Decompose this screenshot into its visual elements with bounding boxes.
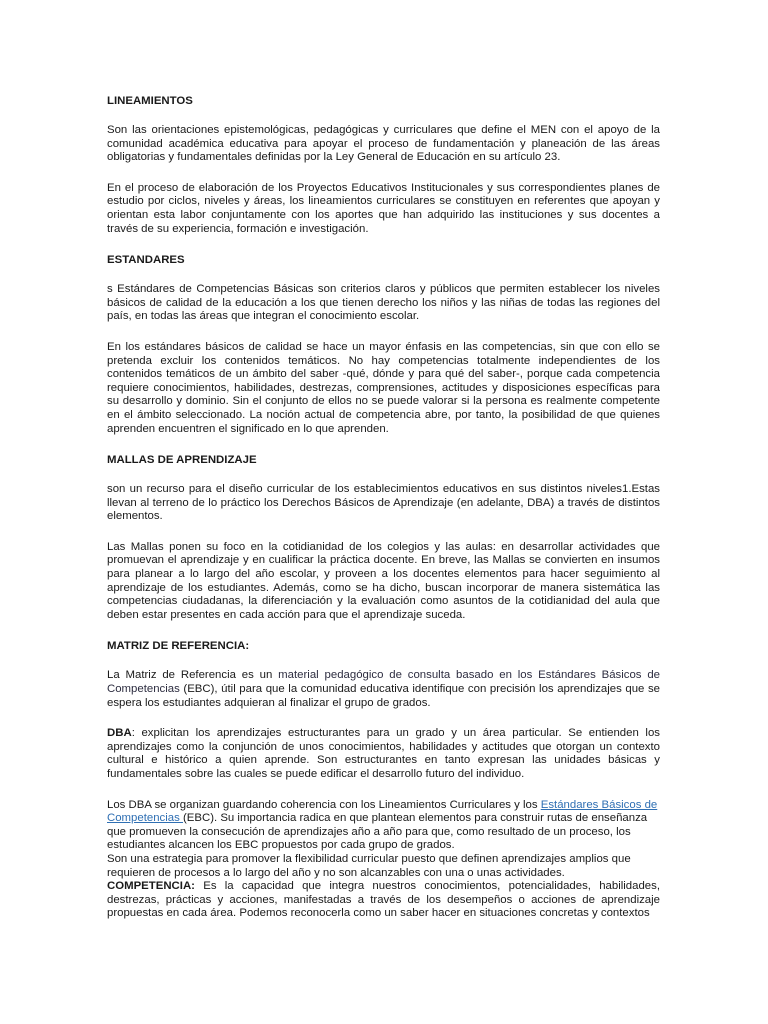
paragraph-lineamientos-1: Son las orientaciones epistemológicas, pedagógicas y curriculares que define el MEN con el apoyo de la comunidad académica educativa para apoyar el proceso de fundamentación y planeación de las áreas obligatorias y fundamentales definidas por la Ley General de Educación en su artículo 23. [107,124,660,164]
heading-lineamientos: LINEAMIENTOS [107,95,193,107]
paragraph-dba-3: Son una estrategia para promover la flexibilidad curricular puesto que definen aprendizajes amplios que requieren de procesos a lo largo del año y no son alcanzables con una o unas actividades. [107,852,631,879]
paragraph-estandares-2: En los estándares básicos de calidad se hace un mayor énfasis en las competencias, sin que con ello se pretenda excluir los contenidos temáticos. No hay competencias totalmente independientes de los contenidos temáticos de un ámbito del saber -qué, dónde y para qué del saber-, porque cada competencia requiere conocimientos, habilidades, destrezas, comprensiones, actitudes y disposiciones específicas para su desarrollo y dominio. Sin el conjunto de ellos no se puede valorar si la persona es realmente competente en el ámbito seleccionado. La noción actual de competencia abre, por tanto, la posibilidad de que quienes aprenden encuentren el significado en lo que aprenden. [107,340,660,435]
dba2-text-a: Los DBA se organizan guardando coherencia con los Lineamientos Curriculares y los [107,798,541,811]
paragraph-dba-2 [107,799,660,853]
paragraph-lineamientos-2: En el proceso de elaboración de los Proyectos Educativos Institucionales y sus correspondientes planes de estudio por ciclos, niveles y áreas, los lineamientos curriculares se constituyen en referentes que apoyan y orientan esta labor conjuntamente con los aportes que han adquirido las instituciones y sus docentes a través de su experiencia, formación e investigación. [107,181,660,235]
matriz-text-a: La Matriz de Referencia es un [107,669,279,682]
dba-term: DBA [107,727,132,740]
matriz-text-b: material pedagógico de consulta basado en los Estándares Básicos de Competencias [107,669,660,696]
heading-estandares: ESTANDARES [107,254,185,267]
dba-text: : explicitan los aprendizajes estructurantes para un grado y un área particular. Se entienden los aprendizajes como la conjunción de unos conocimientos, habilidades y actitudes que otorgan un contexto cultural e histórico a quien aprende. Son estructurantes en tanto expresan las unidades básicas y fundamentales sobre las cuales se puede edificar el desarrollo futuro del individuo. [107,727,660,780]
dba2-text-b: (EBC). Su importancia radica en que plantean elementos para construir rutas de enseñanza que promueven la consecución de aprendizajes año a año para que, como resultado de un proceso, los estudiantes alcancen los EBC propuestos por cada grupo de grados. [107,812,648,852]
document-page [107,94,660,921]
paragraph-competencia [107,880,660,921]
paragraph-estandares-1: s Estándares de Competencias Básicas son criterios claros y públicos que permiten establecer los niveles básicos de calidad de la educación a los que tienen derecho los niños y las niñas de todas las regiones del país, en todas las áreas que integran el conocimiento escolar. [107,283,660,323]
paragraph-mallas-2: Las Mallas ponen su foco en la cotidianidad de los colegios y las aulas: en desarrollar actividades que promuevan el aprendizaje y en cualificar la práctica docente. En breve, las Mallas se convierten en insumos para planear a lo largo del año escolar, y proveen a los docentes elementos para hacer seguimiento al aprendizaje de los estudiantes. Además, como se ha dicho, buscan incorporar de manera sistemática las competencias ciudadanas, la diferenciación y la evaluación como asuntos de la cotidianidad del aula que deben estar presentes en cada acción para que el aprendizaje suceda. [107,540,660,621]
competencia-term: COMPETENCIA: [107,880,195,893]
paragraph-dba [107,727,660,781]
heading-matriz: MATRIZ DE REFERENCIA: [107,640,250,653]
competencia-text: Es la capacidad que integra nuestros conocimientos, potencialidades, habilidades, destrezas, prácticas y acciones, manifestadas a través de los desempeños o acciones de aprendizaje propuestas en cada área. Podemos reconocerla como un saber hacer en situaciones concretas y contextos [107,880,660,920]
paragraph-matriz-1 [107,669,660,710]
ebc-link[interactable]: Estándares Básicos de Competencias [107,798,658,825]
matriz-text-c: (EBC), útil para que la comunidad educativa identifique con precisión los aprendizajes que se espera los estudiantes adquieran al finalizar el grupo de grados. [107,683,660,709]
paragraph-mallas-1: son un recurso para el diseño curricular de los establecimientos educativos en sus distintos niveles1.Estas llevan al terreno de lo práctico los Derechos Básicos de Aprendizaje (en adelante, DBA) a través de distintos elementos. [107,483,660,523]
heading-mallas: MALLAS DE APRENDIZAJE [107,454,257,467]
